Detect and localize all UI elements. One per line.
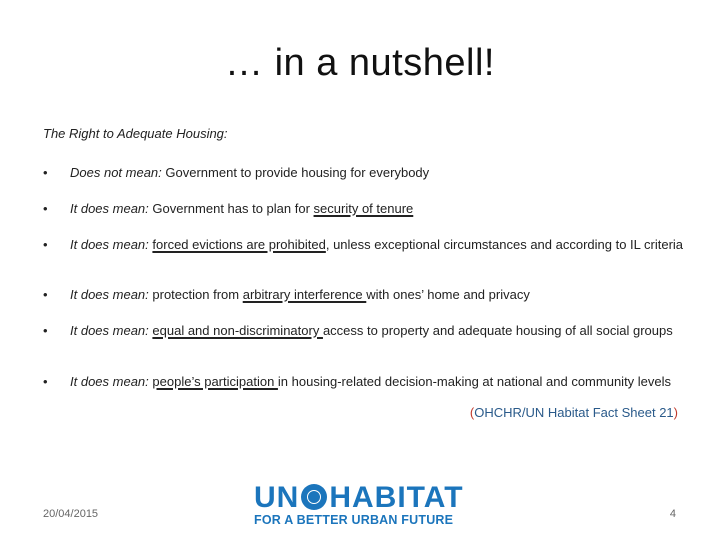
bullet-tail: access to property and adequate housing of all social groups	[322, 323, 673, 338]
bullet-body: Government has to plan for	[148, 201, 314, 216]
bullet-dot: •	[43, 201, 48, 216]
bullet-text	[70, 287, 690, 302]
source-text: OHCHR/UN Habitat Fact Sheet 21	[474, 405, 674, 420]
bullet-emphasis: equal and non-discriminatory	[152, 323, 323, 338]
bullet-tail: , unless exceptional circumstances and according to IL criteria	[325, 237, 684, 252]
bullet-dot: •	[43, 165, 48, 180]
bullet-text	[70, 374, 690, 389]
bullet-tail: with ones’ home and privacy	[366, 287, 530, 302]
un-emblem-icon	[301, 484, 327, 510]
bullet-text	[70, 237, 690, 252]
bullet-emphasis: arbitrary interference	[242, 287, 367, 302]
bullet-body: protection from	[148, 287, 243, 302]
bullet-lead: It does mean:	[70, 287, 149, 302]
bullet-tail: in housing-related decision-making at national and community levels	[277, 374, 672, 389]
bullet-dot: •	[43, 237, 48, 252]
bullet-text	[70, 165, 690, 180]
bullet-dot: •	[43, 374, 48, 389]
logo-text-right: HABITAT	[329, 481, 464, 514]
bullet-text	[70, 323, 690, 338]
bullet-lead: It does mean:	[70, 323, 149, 338]
bullet-lead: It does mean:	[70, 237, 149, 252]
bullet-emphasis: security of tenure	[313, 201, 414, 216]
slide-title: … in a nutshell!	[225, 42, 495, 84]
bullet-lead: It does mean:	[70, 201, 149, 216]
bullet-text	[70, 201, 690, 216]
logo-tagline: FOR A BETTER URBAN FUTURE	[254, 513, 454, 527]
source-paren-close: )	[673, 405, 678, 420]
bullet-dot: •	[43, 323, 48, 338]
page-number: 4	[669, 508, 676, 520]
logo-wordmark	[254, 482, 464, 514]
bullet-body: Government to provide housing for everybody	[161, 165, 430, 180]
source-citation	[470, 405, 678, 420]
footer-date: 20/04/2015	[43, 508, 99, 520]
bullet-dot: •	[43, 287, 48, 302]
un-habitat-logo	[254, 482, 464, 530]
bullet-lead: Does not mean:	[70, 165, 162, 180]
bullet-emphasis: forced evictions are prohibited	[152, 237, 326, 252]
intro-text: The Right to Adequate Housing:	[43, 126, 228, 141]
source-paren-open: (	[469, 405, 475, 420]
bullet-lead: It does mean:	[70, 374, 149, 389]
logo-text-left: UN	[254, 481, 300, 514]
bullet-emphasis: people’s participation	[152, 374, 278, 389]
